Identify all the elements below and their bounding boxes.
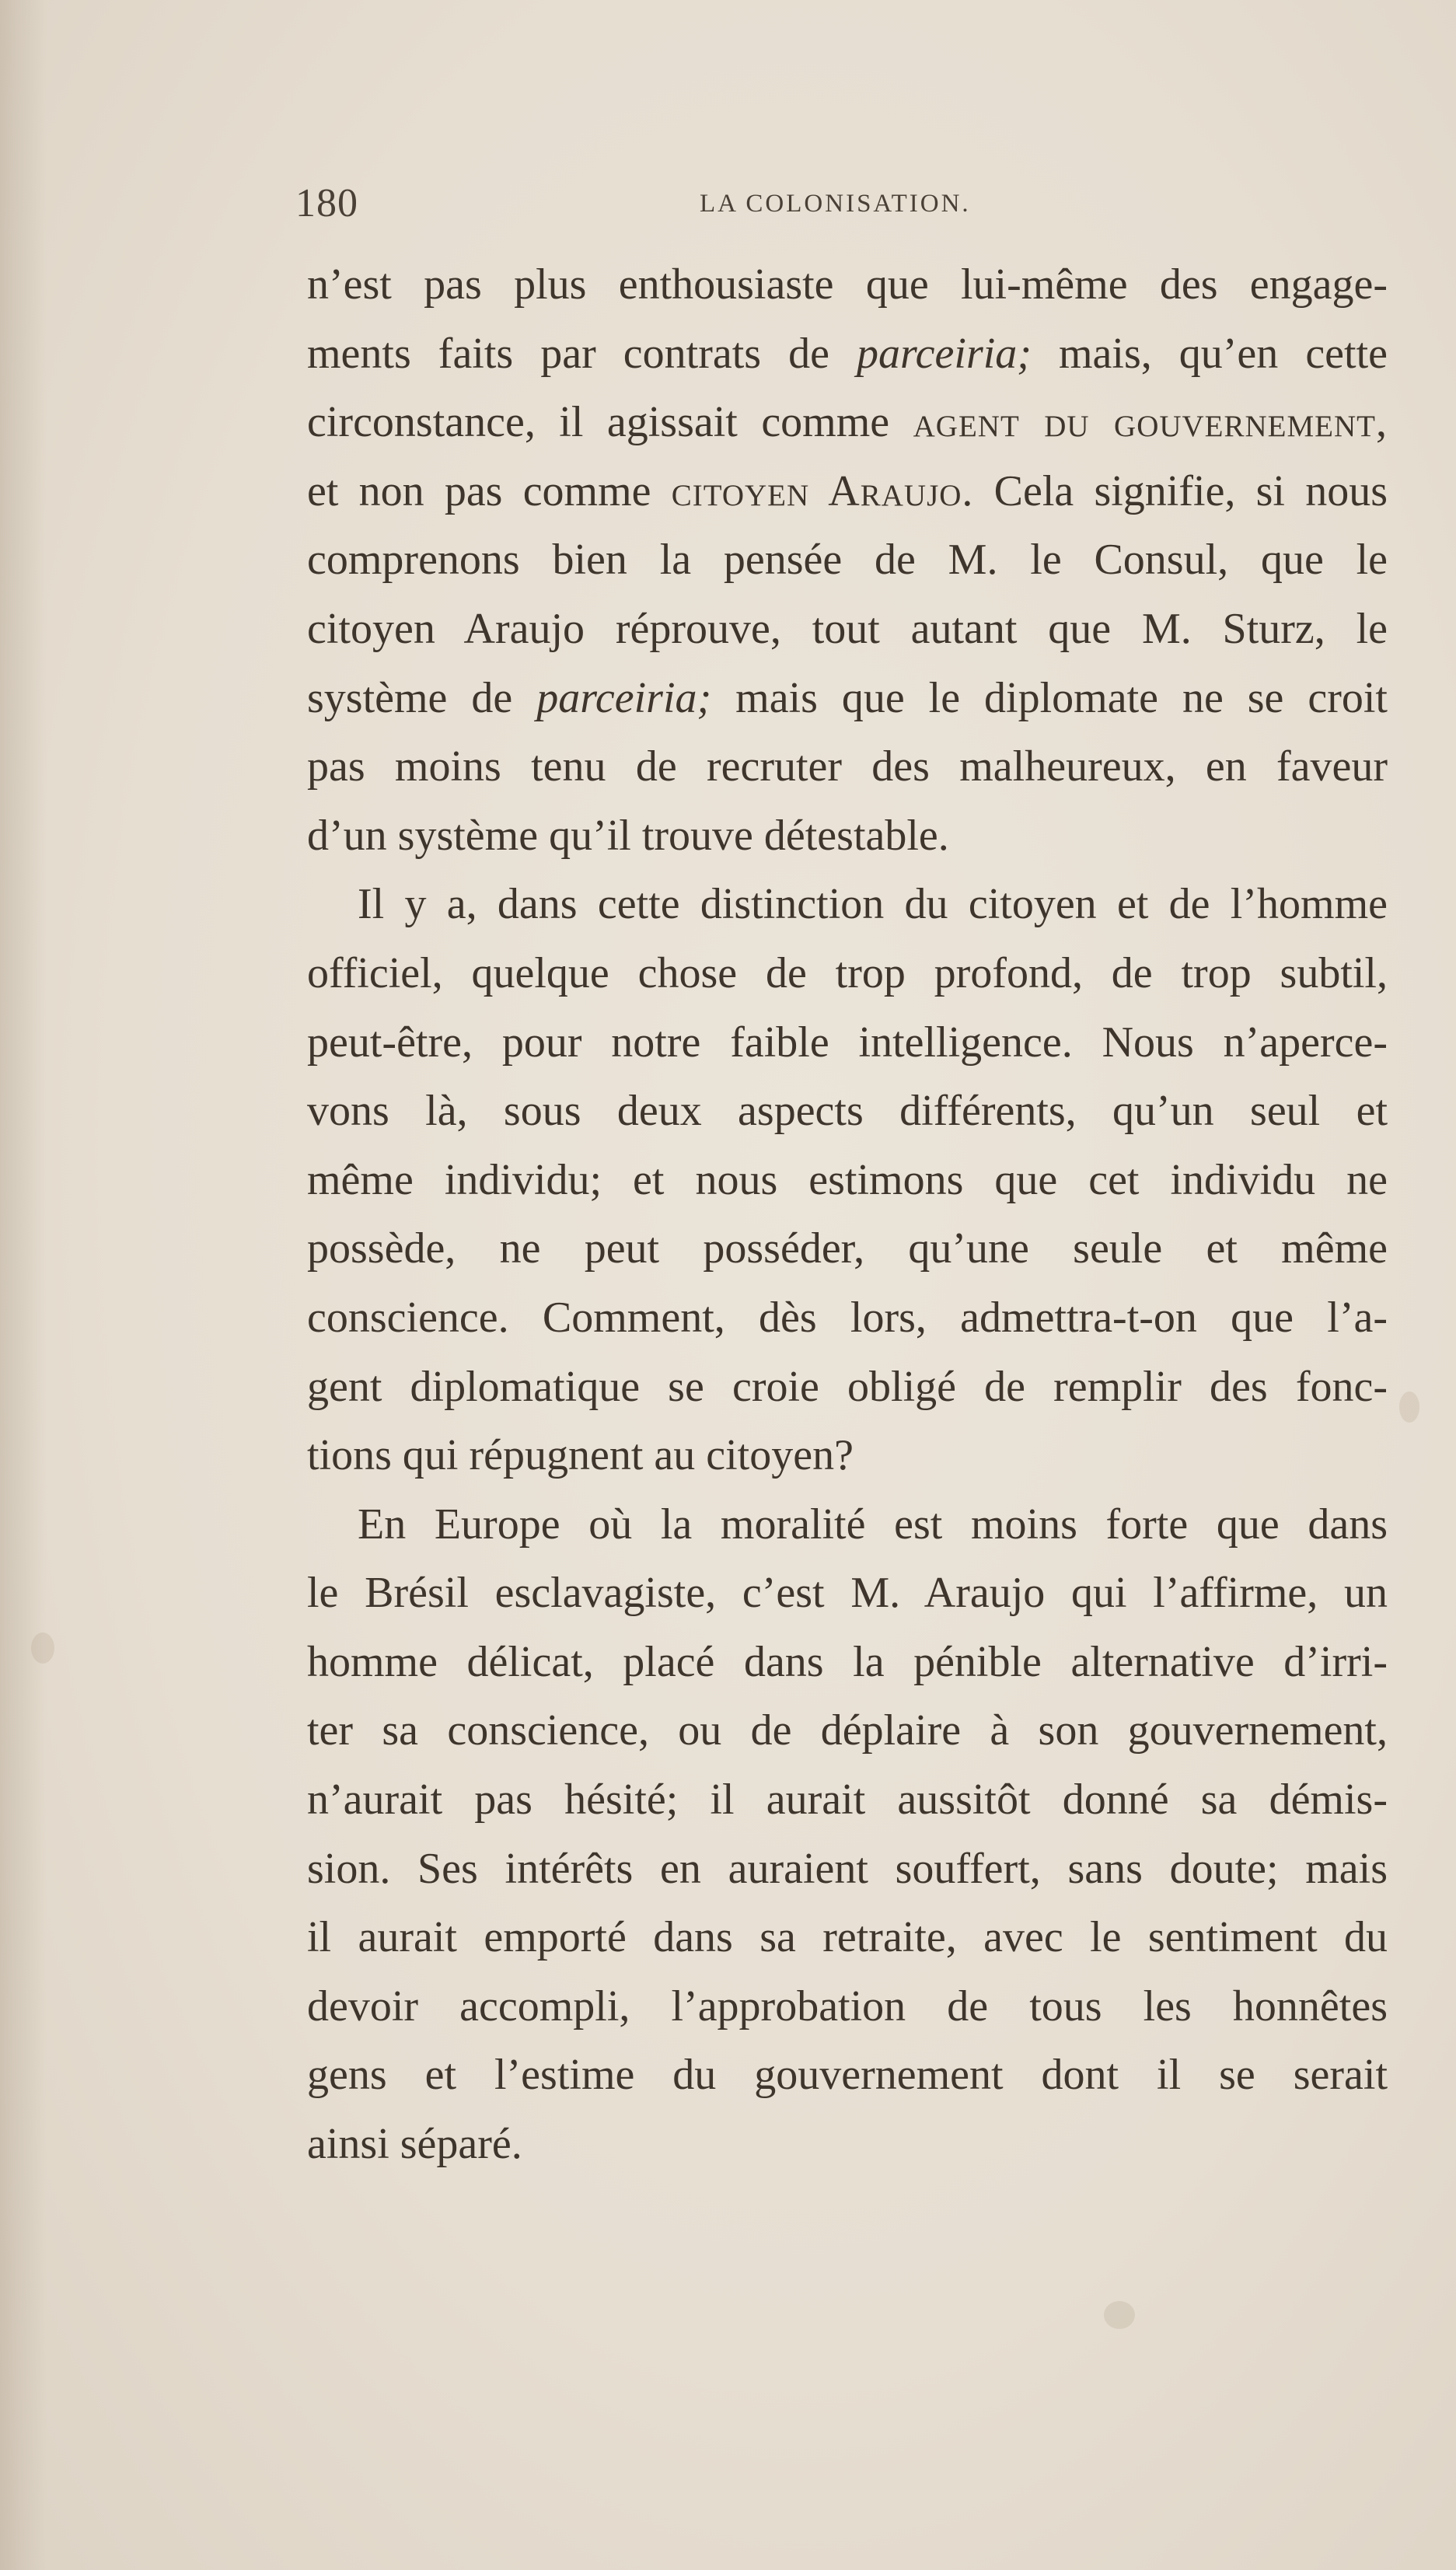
paper-stain	[1104, 2301, 1135, 2329]
text-line: officiel, quelque chose de trop profond, de trop subtil,	[307, 948, 1388, 997]
text-line: il aurait emporté dans sa retraite, avec le sentiment du	[307, 1913, 1388, 1962]
text-line: sion. Ses intérêts en auraient souffert, sans doute; mais	[307, 1844, 1388, 1893]
text-line: Il y a, dans cette distinction du citoyen et de l’homme	[358, 880, 1388, 929]
page-gutter-shadow	[0, 0, 47, 2570]
italic-term: parceiria;	[856, 329, 1032, 378]
text-line: le Brésil esclavagiste, c’est M. Araujo qui l’affirme, un	[307, 1569, 1388, 1618]
text-line: ainsi séparé.	[307, 2120, 522, 2169]
text-line: En Europe où la moralité est moins forte que dans	[358, 1500, 1388, 1549]
text-line: vons là, sous deux aspects différents, qu’un seul et	[307, 1087, 1388, 1136]
paper-stain	[1399, 1392, 1419, 1423]
text-line: devoir accompli, l’approbation de tous les honnêtes	[307, 1982, 1388, 2031]
text-line: et non pas comme citoyen Araujo. Cela signifie, si nous	[307, 466, 1388, 515]
text-line: pas moins tenu de recruter des malheureux, en faveur	[307, 742, 1388, 791]
text-line: ments faits par contrats de parceiria; mais, qu’en cette	[307, 329, 1388, 378]
text-line: ter sa conscience, ou de déplaire à son gouvernement,	[307, 1706, 1388, 1755]
italic-term: parceiria;	[536, 673, 712, 722]
text-line: système de parceiria; mais que le diplomate ne se croit	[307, 673, 1388, 722]
text-line: gent diplomatique se croie obligé de remplir des fonc-	[307, 1362, 1388, 1411]
running-title: LA COLONISATION.	[700, 190, 971, 218]
page-header	[295, 180, 1384, 227]
text-line: même individu; et nous estimons que cet individu ne	[307, 1155, 1388, 1204]
text-line: peut-être, pour notre faible intelligence. Nous n’aperce-	[307, 1018, 1388, 1067]
text-line: comprenons bien la pensée de M. le Consul, que le	[307, 536, 1388, 585]
text-line: homme délicat, placé dans la pénible alternative d’irri-	[307, 1637, 1388, 1686]
text-line: circonstance, il agissait comme agent du gouvernement,	[307, 398, 1388, 447]
paper-stain	[31, 1632, 54, 1664]
text-line: n’est pas plus enthousiaste que lui-même des engage-	[307, 260, 1388, 309]
text-line: d’un système qu’il trouve détestable.	[307, 811, 949, 860]
page-number: 180	[295, 181, 358, 225]
text-line: tions qui répugnent au citoyen?	[307, 1431, 854, 1480]
smallcaps-phrase: citoyen Araujo.	[671, 466, 974, 515]
smallcaps-phrase: agent du gouvernement,	[913, 398, 1388, 447]
text-line: possède, ne peut posséder, qu’une seule et même	[307, 1224, 1388, 1273]
text-line: n’aurait pas hésité; il aurait aussitôt donné sa démis-	[307, 1776, 1388, 1824]
text-line: gens et l’estime du gouvernement dont il se serait	[307, 2051, 1388, 2100]
text-line: citoyen Araujo réprouve, tout autant que M. Sturz, le	[307, 604, 1388, 653]
text-line: conscience. Comment, dès lors, admettra-t-on que l’a-	[307, 1293, 1388, 1342]
body-text	[307, 250, 1388, 2179]
